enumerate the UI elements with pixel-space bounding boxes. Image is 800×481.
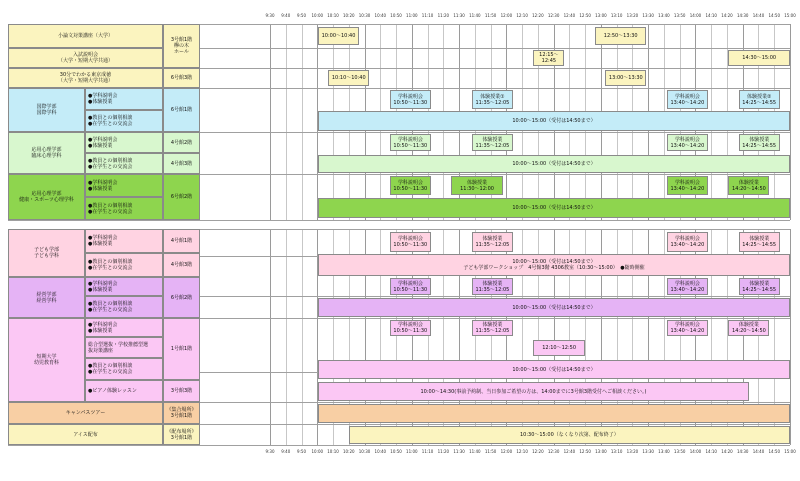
schedule-bar: 体験授業 14:25～14:55: [739, 232, 780, 252]
category-cell: キャンパスツアー: [8, 402, 163, 424]
schedule-bar: 12:50～13:30: [595, 27, 646, 45]
category-cell: ●教員との個別相談 ●在学生との交流会: [85, 110, 163, 132]
reception-note: [202, 322, 270, 362]
time-label-bottom: 13:00: [595, 449, 607, 454]
time-label-bottom: 13:10: [610, 449, 623, 454]
schedule-bar: 学科説明会 10:50～11:30: [390, 320, 431, 336]
category-cell: 入試説明会 （大学・短期大学共通）: [8, 48, 163, 68]
schedule-bar: 10:30～15:00（なくなり次第、配布終了）: [349, 426, 790, 444]
row-separator: [8, 220, 790, 221]
schedule-bar: 10:10～10:40: [328, 70, 369, 86]
schedule-bar: 学科説明会 10:50～11:30: [390, 176, 431, 195]
category-cell: ●学科説明会 ●体験授業: [85, 229, 163, 253]
time-label-bottom: 14:30: [736, 449, 749, 454]
time-label-bottom: 13:20: [626, 449, 639, 454]
time-label-top: 13:00: [595, 13, 607, 18]
time-label-bottom: 14:10: [705, 449, 717, 454]
schedule-bar: 学科説明会 13:40～14:20: [667, 176, 708, 195]
schedule-bar: 体験授業 14:25～14:55: [739, 134, 780, 151]
time-label-bottom: 10:50: [390, 449, 402, 454]
time-label-top: 9:30: [265, 13, 275, 18]
time-label-top: 12:00: [500, 13, 513, 18]
time-label-bottom: 11:10: [421, 449, 434, 454]
time-label-bottom: 9:50: [297, 449, 306, 454]
category-cell: 《集合場所》 3号館1階: [163, 402, 200, 424]
time-label-top: 13:10: [610, 13, 623, 18]
schedule-bar: 学科説明会 13:40～14:20: [667, 232, 708, 252]
schedule-bar: 10:00～15:00（受付は14:50まで）: [318, 111, 790, 131]
time-label-top: 9:50: [297, 13, 306, 18]
time-label-bottom: 10:40: [374, 449, 387, 454]
time-label-top: 14:10: [705, 13, 717, 18]
category-cell: 総合型選抜・学校推薦型選 抜対策講座: [85, 337, 163, 358]
grid-line: [790, 24, 791, 220]
reception-note: [202, 100, 270, 140]
category-cell: ●学科説明会 ●体験授業: [85, 132, 163, 153]
schedule-bar: 体験授業 11:35～12:05: [472, 232, 513, 252]
grid-line: [302, 229, 303, 445]
category-cell: 子ども学部 子ども学科: [8, 229, 85, 277]
time-label-top: 11:50: [484, 13, 497, 18]
category-cell: アイス配布: [8, 424, 163, 445]
schedule-bar: 13:00～13:30: [605, 70, 646, 86]
time-label-bottom: 9:30: [265, 449, 275, 454]
schedule-bar: 体験授業 11:35～12:05: [472, 320, 513, 336]
category-cell: 6号館1階: [163, 88, 200, 132]
grid-line: [302, 24, 303, 220]
category-cell: 4号館2階: [163, 132, 200, 153]
schedule-bar: 体験授業 11:30～12:00: [451, 176, 502, 195]
time-label-bottom: 14:50: [768, 449, 780, 454]
time-label-top: 14:50: [768, 13, 780, 18]
category-cell: 短期大学 幼児教育科: [8, 318, 85, 402]
schedule-bar: 10:00～15:00（受付は14:50まで）: [318, 298, 790, 317]
time-label-top: 13:40: [658, 13, 670, 18]
category-cell: 30分でわかる東京成徳 （大学・短期大学共通）: [8, 68, 163, 88]
time-label-top: 11:20: [437, 13, 450, 18]
schedule-bar: 学科説明会 13:40～14:20: [667, 134, 708, 151]
time-label-top: 14:30: [736, 13, 749, 18]
schedule-bar: 体験授業 14:20～14:50: [728, 176, 769, 195]
category-cell: ●教員との個別相談 ●在学生との交流会: [85, 153, 163, 174]
category-cell: 経営学部 経営学科: [8, 277, 85, 318]
schedule-bar: 体験授業 11:35～12:05: [472, 278, 513, 295]
schedule-bar: 10:00～15:00（受付は14:50まで） 子ども学部ワークショップ 4号館3階 4306教室（10:30～15:00） ●随時開催: [318, 254, 790, 276]
time-label-top: 10:00: [311, 13, 324, 18]
time-label-bottom: 12:10: [516, 449, 528, 454]
time-label-bottom: 12:20: [532, 449, 544, 454]
time-label-top: 9:40: [281, 13, 291, 18]
time-label-top: 12:40: [563, 13, 576, 18]
category-cell: 6号館3階: [163, 68, 200, 88]
schedule-bar: 学科説明会 10:50～11:30: [390, 134, 431, 151]
category-cell: ●学科説明会 ●体験授業: [85, 318, 163, 337]
schedule-bar: 体験授業 14:20～14:50: [728, 320, 769, 336]
category-cell: ●学科説明会 ●体験授業: [85, 88, 163, 110]
schedule-bar: 体験授業② 14:25～14:55: [739, 90, 780, 109]
time-label-top: 12:50: [579, 13, 591, 18]
time-label-top: 14:20: [721, 13, 733, 18]
category-cell: ●学科説明会 ●体験授業: [85, 174, 163, 197]
time-label-bottom: 12:00: [500, 449, 513, 454]
category-cell: ●教員との個別相談 ●在学生との交流会: [85, 253, 163, 277]
category-cell: 6号館2階: [163, 174, 200, 220]
time-label-top: 14:00: [689, 13, 702, 18]
time-label-top: 10:30: [358, 13, 371, 18]
schedule-bar: 学科説明会 13:40～14:20: [667, 320, 708, 336]
time-label-bottom: 13:40: [658, 449, 670, 454]
schedule-bar: 14:30～15:00: [728, 50, 790, 66]
schedule-bar: 体験授業 14:25～14:55: [739, 278, 780, 295]
grid-line: [270, 24, 271, 220]
time-label-bottom: 14:00: [689, 449, 702, 454]
row-separator: [8, 445, 790, 446]
schedule-bar: 10:00～10:40: [318, 27, 359, 45]
time-label-top: 11:00: [406, 13, 418, 18]
time-label-top: 13:30: [642, 13, 654, 18]
time-label-bottom: 12:40: [563, 449, 576, 454]
category-cell: ●教員との個別相談 ●在学生との交流会: [85, 358, 163, 380]
time-label-top: 14:40: [752, 13, 765, 18]
category-cell: 4号館1階: [163, 229, 200, 253]
time-label-bottom: 11:30: [453, 449, 465, 454]
category-cell: 応用心理学部 健康・スポーツ心理学科: [8, 174, 85, 220]
schedule-bar: 10:00～14:30(事前予約制、当日参加ご希望の方は、14:00までに3号館3階受付へご相談ください。): [318, 382, 749, 401]
time-label-top: 11:40: [469, 13, 481, 18]
category-cell: 小論文対策講座（大学）: [8, 24, 163, 48]
time-label-bottom: 10:00: [311, 449, 324, 454]
schedule-bar: 学科説明会 10:50～11:30: [390, 232, 431, 252]
schedule-bar: 12:10～12:50: [533, 340, 584, 356]
time-label-top: 10:40: [374, 13, 387, 18]
time-label-bottom: 11:20: [437, 449, 450, 454]
category-cell: 1号館1階: [163, 318, 200, 380]
category-cell: 6号館2階: [163, 277, 200, 318]
time-label-top: 10:50: [390, 13, 402, 18]
schedule-bar: 体験授業 11:35～12:05: [472, 134, 513, 151]
time-label-bottom: 12:50: [579, 449, 591, 454]
schedule-bar: 学科説明会 10:50～11:30: [390, 278, 431, 295]
schedule-bar: 12:15～12:45: [533, 50, 564, 66]
time-label-top: 12:10: [516, 13, 528, 18]
category-cell: 3号館1階 欅の木 ホール: [163, 24, 200, 68]
time-label-top: 10:20: [343, 13, 355, 18]
category-cell: ●学科説明会 ●体験授業: [85, 277, 163, 296]
time-label-top: 10:10: [327, 13, 339, 18]
time-label-top: 13:20: [626, 13, 639, 18]
time-label-bottom: 11:50: [484, 449, 497, 454]
schedule-bar: 10:00～15:00（受付は14:50まで）: [318, 360, 790, 379]
grid-line: [270, 229, 271, 445]
time-label-bottom: 14:40: [752, 449, 765, 454]
time-label-bottom: 15:00: [784, 449, 796, 454]
time-label-bottom: 13:50: [673, 449, 686, 454]
category-cell: 4号館3階: [163, 153, 200, 174]
schedule-bar: 学科説明会 13:40～14:20: [667, 278, 708, 295]
schedule-bar: 学科説明会 10:50～11:30: [390, 90, 431, 109]
time-label-bottom: 13:30: [642, 449, 654, 454]
category-cell: 応用心理学部 臨床心理学科: [8, 132, 85, 174]
category-cell: 国際学部 国際学科: [8, 88, 85, 132]
time-label-bottom: 10:30: [358, 449, 371, 454]
schedule-bar: 10:00～15:00（受付は14:50まで）: [318, 198, 790, 218]
category-cell: 4号館3階: [163, 253, 200, 277]
time-label-bottom: 11:00: [406, 449, 418, 454]
time-label-bottom: 9:40: [281, 449, 291, 454]
time-label-top: 15:00: [784, 13, 796, 18]
time-label-top: 12:30: [547, 13, 560, 18]
time-label-bottom: 11:40: [469, 449, 481, 454]
time-label-top: 12:20: [532, 13, 544, 18]
grid-line: [790, 229, 791, 445]
schedule-bar: 学科説明会 13:40～14:20: [667, 90, 708, 109]
schedule-bar: [318, 404, 790, 423]
time-label-top: 11:30: [453, 13, 465, 18]
category-cell: ●教員との個別相談 ●在学生との交流会: [85, 197, 163, 220]
category-cell: 《配布場所》 3号館1階: [163, 424, 200, 445]
schedule-bar: 10:00～15:00（受付は14:50まで）: [318, 155, 790, 173]
category-cell: ●教員との個別相談 ●在学生との交流会: [85, 296, 163, 318]
category-cell: 3号館3階: [163, 380, 200, 402]
schedule-bar: 体験授業① 11:35～12:05: [472, 90, 513, 109]
time-label-bottom: 10:10: [327, 449, 339, 454]
time-label-bottom: 10:20: [343, 449, 355, 454]
time-label-top: 13:50: [673, 13, 686, 18]
time-label-bottom: 14:20: [721, 449, 733, 454]
category-cell: ●ピアノ体験レッスン: [85, 380, 163, 402]
grid-line: [286, 24, 287, 220]
time-label-top: 11:10: [421, 13, 434, 18]
time-label-bottom: 12:30: [547, 449, 560, 454]
grid-line: [286, 229, 287, 445]
